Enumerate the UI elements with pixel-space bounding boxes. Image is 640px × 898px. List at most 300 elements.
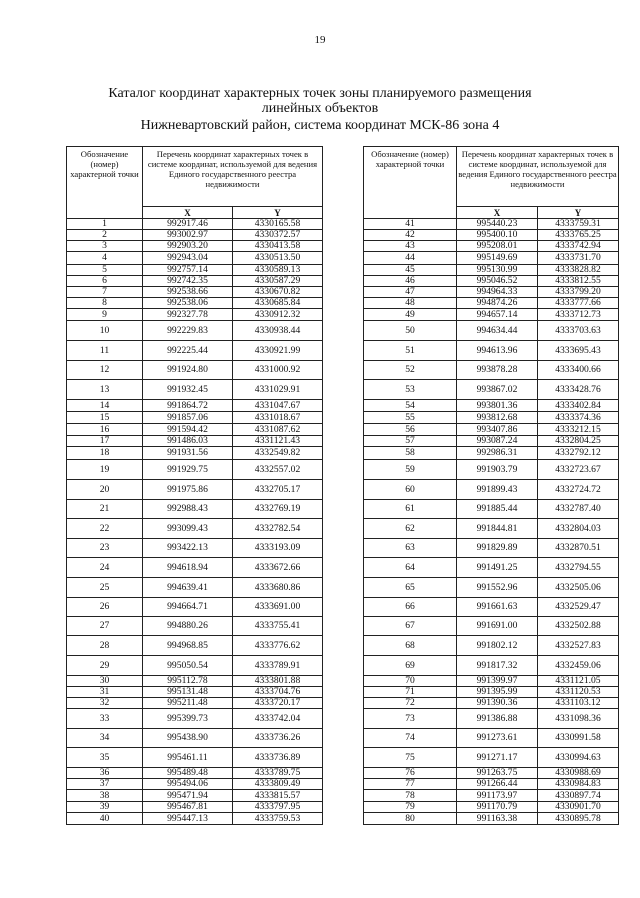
y-coordinate-cell: 4333801.88	[233, 676, 323, 687]
point-number-cell: 46	[364, 276, 457, 287]
x-coordinate-cell: 992538.66	[143, 287, 233, 298]
point-number-cell: 78	[364, 790, 457, 802]
table-row	[67, 813, 323, 825]
table-row	[67, 636, 323, 656]
x-coordinate-cell: 993867.02	[457, 380, 538, 400]
table-row	[364, 656, 619, 676]
table-row	[67, 558, 323, 578]
y-coordinate-cell: 4330413.58	[233, 241, 323, 252]
x-coordinate-cell: 993801.36	[457, 400, 538, 412]
y-coordinate-cell: 4331121.43	[233, 436, 323, 447]
y-coordinate-cell: 4332705.17	[233, 480, 323, 500]
x-coordinate-cell: 994613.96	[457, 341, 538, 361]
y-coordinate-cell: 4333672.66	[233, 558, 323, 578]
y-coordinate-cell: 4332804.25	[538, 436, 619, 447]
y-coordinate-cell: 4333742.94	[538, 241, 619, 252]
table-row	[364, 361, 619, 380]
point-number-cell: 44	[364, 252, 457, 265]
table-row	[67, 709, 323, 729]
y-coordinate-cell: 4332527.83	[538, 636, 619, 656]
table-row	[364, 768, 619, 779]
point-number-cell: 16	[67, 424, 143, 436]
x-coordinate-cell: 992988.43	[143, 500, 233, 519]
x-coordinate-cell: 993407.86	[457, 424, 538, 436]
x-coordinate-cell: 995467.81	[143, 802, 233, 813]
x-coordinate-cell: 994664.71	[143, 598, 233, 617]
y-coordinate-cell: 4330513.50	[233, 252, 323, 265]
x-coordinate-cell: 993002.97	[143, 230, 233, 241]
x-coordinate-cell: 991386.88	[457, 709, 538, 729]
point-number-cell: 77	[364, 779, 457, 790]
point-number-cell: 55	[364, 412, 457, 424]
x-coordinate-cell: 991399.97	[457, 676, 538, 687]
point-number-cell: 9	[67, 309, 143, 321]
y-coordinate-cell: 4331087.62	[233, 424, 323, 436]
table-row	[67, 436, 323, 447]
x-coordinate-cell: 992903.20	[143, 241, 233, 252]
y-coordinate-cell: 4331000.92	[233, 361, 323, 380]
x-coordinate-cell: 991395.99	[457, 687, 538, 698]
x-coordinate-cell: 992943.04	[143, 252, 233, 265]
y-coordinate-cell: 4330897.74	[538, 790, 619, 802]
y-coordinate-cell: 4332804.03	[538, 519, 619, 539]
point-number-cell: 19	[67, 460, 143, 480]
point-number-cell: 57	[364, 436, 457, 447]
table-row	[364, 539, 619, 558]
table-row	[67, 539, 323, 558]
point-number-cell: 20	[67, 480, 143, 500]
point-number-cell: 13	[67, 380, 143, 400]
y-coordinate-cell: 4332502.88	[538, 617, 619, 636]
x-column-header: X	[143, 207, 233, 219]
table-row	[364, 480, 619, 500]
y-coordinate-cell: 4330938.44	[233, 321, 323, 341]
catalog-title-line1: Каталог координат характерных точек зоны планируемого размещения	[108, 86, 532, 101]
x-coordinate-cell: 991899.43	[457, 480, 538, 500]
y-coordinate-cell: 4332549.82	[233, 447, 323, 460]
point-number-cell: 65	[364, 578, 457, 598]
catalog-title-line2: линейных объектов	[261, 101, 379, 116]
point-number-cell: 3	[67, 241, 143, 252]
point-number-cell: 80	[364, 813, 457, 825]
x-coordinate-cell: 991864.72	[143, 400, 233, 412]
table-row	[67, 768, 323, 779]
point-number-cell: 48	[364, 298, 457, 309]
y-coordinate-cell: 4330991.58	[538, 729, 619, 748]
x-coordinate-cell: 991273.61	[457, 729, 538, 748]
y-coordinate-cell: 4333797.95	[233, 802, 323, 813]
y-coordinate-cell: 4333759.53	[233, 813, 323, 825]
y-coordinate-cell: 4333776.62	[233, 636, 323, 656]
y-coordinate-cell: 4333809.49	[233, 779, 323, 790]
table-row	[364, 287, 619, 298]
x-coordinate-cell: 994968.85	[143, 636, 233, 656]
point-number-cell: 11	[67, 341, 143, 361]
table-row	[364, 813, 619, 825]
y-coordinate-cell: 4332724.72	[538, 480, 619, 500]
table-row	[364, 219, 619, 230]
table-row	[364, 424, 619, 436]
point-number-cell: 17	[67, 436, 143, 447]
table-row	[67, 252, 323, 265]
table-row	[67, 241, 323, 252]
x-coordinate-cell: 991173.97	[457, 790, 538, 802]
x-coordinate-cell: 991802.12	[457, 636, 538, 656]
x-coordinate-cell: 991931.56	[143, 447, 233, 460]
table-row	[364, 790, 619, 802]
point-number-cell: 34	[67, 729, 143, 748]
point-number-cell: 58	[364, 447, 457, 460]
y-coordinate-cell: 4330988.69	[538, 768, 619, 779]
table-row	[364, 412, 619, 424]
point-number-cell: 74	[364, 729, 457, 748]
x-coordinate-cell: 994634.44	[457, 321, 538, 341]
table-row	[67, 287, 323, 298]
table-row	[364, 709, 619, 729]
x-coordinate-cell: 993878.28	[457, 361, 538, 380]
y-coordinate-cell: 4331098.36	[538, 709, 619, 729]
y-coordinate-cell: 4333812.55	[538, 276, 619, 287]
x-coordinate-cell: 992229.83	[143, 321, 233, 341]
x-coordinate-cell: 991691.00	[457, 617, 538, 636]
table-row	[364, 748, 619, 768]
table-row	[364, 698, 619, 709]
point-number-cell: 35	[67, 748, 143, 768]
y-coordinate-cell: 4333428.76	[538, 380, 619, 400]
table-row	[364, 729, 619, 748]
point-number-cell: 5	[67, 265, 143, 276]
point-number-cell: 27	[67, 617, 143, 636]
table-row	[364, 241, 619, 252]
table-row	[67, 361, 323, 380]
y-coordinate-cell: 4332505.06	[538, 578, 619, 598]
x-coordinate-cell: 995046.52	[457, 276, 538, 287]
x-coordinate-cell: 991486.03	[143, 436, 233, 447]
point-number-cell: 72	[364, 698, 457, 709]
x-coordinate-cell: 993087.24	[457, 436, 538, 447]
table-row	[364, 598, 619, 617]
y-coordinate-cell: 4331120.53	[538, 687, 619, 698]
point-number-cell: 4	[67, 252, 143, 265]
point-number-cell: 1	[67, 219, 143, 230]
table-row	[364, 558, 619, 578]
x-coordinate-cell: 992327.78	[143, 309, 233, 321]
point-number-cell: 24	[67, 558, 143, 578]
table-row	[67, 802, 323, 813]
y-coordinate-cell: 4332723.67	[538, 460, 619, 480]
coordinates-table-left	[66, 146, 323, 825]
table-row	[67, 519, 323, 539]
x-coordinate-cell: 995447.13	[143, 813, 233, 825]
table-row	[67, 480, 323, 500]
y-coordinate-cell: 4333193.09	[233, 539, 323, 558]
y-coordinate-cell: 4330670.82	[233, 287, 323, 298]
point-number-cell: 60	[364, 480, 457, 500]
x-coordinate-cell: 991594.42	[143, 424, 233, 436]
x-coordinate-cell: 995440.23	[457, 219, 538, 230]
x-coordinate-cell: 991857.06	[143, 412, 233, 424]
table-row	[67, 380, 323, 400]
point-number-cell: 75	[364, 748, 457, 768]
point-number-cell: 53	[364, 380, 457, 400]
y-coordinate-cell: 4333731.70	[538, 252, 619, 265]
x-coordinate-cell: 995438.90	[143, 729, 233, 748]
x-coordinate-cell: 995130.99	[457, 265, 538, 276]
table-row	[67, 460, 323, 480]
coordinates-list-header: Перечень координат характерных точек в системе координат, используемой для ведения Единого государственного реестра недвижимости	[143, 147, 323, 207]
point-number-cell: 68	[364, 636, 457, 656]
point-number-cell: 51	[364, 341, 457, 361]
table-row	[67, 687, 323, 698]
y-coordinate-cell: 4332529.47	[538, 598, 619, 617]
y-coordinate-cell: 4333402.84	[538, 400, 619, 412]
x-coordinate-cell: 991924.80	[143, 361, 233, 380]
table-row	[364, 687, 619, 698]
x-coordinate-cell: 995494.06	[143, 779, 233, 790]
table-row	[67, 578, 323, 598]
point-number-cell: 25	[67, 578, 143, 598]
y-coordinate-cell: 4330589.13	[233, 265, 323, 276]
table-row	[67, 598, 323, 617]
table-row	[67, 321, 323, 341]
x-coordinate-cell: 991170.79	[457, 802, 538, 813]
x-coordinate-cell: 995400.10	[457, 230, 538, 241]
point-number-cell: 45	[364, 265, 457, 276]
x-coordinate-cell: 994874.26	[457, 298, 538, 309]
table-row	[364, 676, 619, 687]
point-number-cell: 23	[67, 539, 143, 558]
table-row	[67, 230, 323, 241]
point-number-cell: 30	[67, 676, 143, 687]
y-coordinate-cell: 4330994.63	[538, 748, 619, 768]
x-coordinate-cell: 991390.36	[457, 698, 538, 709]
table-row	[67, 424, 323, 436]
point-number-cell: 40	[67, 813, 143, 825]
y-coordinate-cell: 4331121.05	[538, 676, 619, 687]
point-number-cell: 36	[67, 768, 143, 779]
point-number-cell: 56	[364, 424, 457, 436]
table-row	[67, 500, 323, 519]
table-row	[67, 400, 323, 412]
y-coordinate-cell: 4333704.76	[233, 687, 323, 698]
x-coordinate-cell: 995399.73	[143, 709, 233, 729]
y-coordinate-cell: 4333400.66	[538, 361, 619, 380]
x-coordinate-cell: 991903.79	[457, 460, 538, 480]
table-row	[67, 676, 323, 687]
point-number-cell: 67	[364, 617, 457, 636]
point-number-cell: 69	[364, 656, 457, 676]
x-coordinate-cell: 991552.96	[457, 578, 538, 598]
table-row	[67, 412, 323, 424]
table-row	[364, 265, 619, 276]
table-row	[364, 298, 619, 309]
table-row	[364, 321, 619, 341]
table-row	[67, 265, 323, 276]
x-coordinate-cell: 994964.33	[457, 287, 538, 298]
x-coordinate-cell: 993422.13	[143, 539, 233, 558]
point-number-cell: 26	[67, 598, 143, 617]
x-coordinate-cell: 991266.44	[457, 779, 538, 790]
table-row	[364, 500, 619, 519]
point-number-cell: 18	[67, 447, 143, 460]
y-coordinate-cell: 4333789.75	[233, 768, 323, 779]
point-number-cell: 6	[67, 276, 143, 287]
x-coordinate-cell: 991829.89	[457, 539, 538, 558]
x-column-header: X	[457, 207, 538, 219]
y-coordinate-cell: 4330587.29	[233, 276, 323, 287]
point-number-cell: 33	[67, 709, 143, 729]
y-coordinate-cell: 4333789.91	[233, 656, 323, 676]
point-number-cell: 12	[67, 361, 143, 380]
point-number-cell: 2	[67, 230, 143, 241]
y-coordinate-cell: 4330895.78	[538, 813, 619, 825]
table-row	[67, 748, 323, 768]
y-column-header: Y	[538, 207, 619, 219]
point-number-header: Обозначение (номер) характерной точки	[364, 147, 457, 219]
x-coordinate-cell: 995149.69	[457, 252, 538, 265]
x-coordinate-cell: 994880.26	[143, 617, 233, 636]
point-number-cell: 8	[67, 298, 143, 309]
x-coordinate-cell: 991271.17	[457, 748, 538, 768]
y-coordinate-cell: 4333680.86	[233, 578, 323, 598]
x-coordinate-cell: 994657.14	[457, 309, 538, 321]
y-coordinate-cell: 4332787.40	[538, 500, 619, 519]
x-coordinate-cell: 993099.43	[143, 519, 233, 539]
table-row	[67, 779, 323, 790]
y-coordinate-cell: 4333736.26	[233, 729, 323, 748]
coordinates-list-header: Перечень координат характерных точек в системе координат, используемой для ведения Единого государственного реестра недвижимости	[457, 147, 619, 207]
point-number-cell: 50	[364, 321, 457, 341]
point-number-cell: 29	[67, 656, 143, 676]
y-coordinate-cell: 4330921.99	[233, 341, 323, 361]
table-row	[364, 578, 619, 598]
point-number-cell: 14	[67, 400, 143, 412]
point-number-cell: 47	[364, 287, 457, 298]
x-coordinate-cell: 995471.94	[143, 790, 233, 802]
point-number-cell: 32	[67, 698, 143, 709]
x-coordinate-cell: 992538.06	[143, 298, 233, 309]
y-coordinate-cell: 4330685.84	[233, 298, 323, 309]
y-coordinate-cell: 4333695.43	[538, 341, 619, 361]
table-row	[364, 447, 619, 460]
y-coordinate-cell: 4333212.15	[538, 424, 619, 436]
point-number-cell: 15	[67, 412, 143, 424]
point-number-cell: 49	[364, 309, 457, 321]
table-row	[67, 447, 323, 460]
point-number-cell: 61	[364, 500, 457, 519]
point-number-cell: 10	[67, 321, 143, 341]
table-row	[364, 519, 619, 539]
y-coordinate-cell: 4330912.32	[233, 309, 323, 321]
y-coordinate-cell: 4333736.89	[233, 748, 323, 768]
point-number-cell: 21	[67, 500, 143, 519]
y-column-header: Y	[233, 207, 323, 219]
x-coordinate-cell: 991163.38	[457, 813, 538, 825]
point-number-cell: 54	[364, 400, 457, 412]
x-coordinate-cell: 994639.41	[143, 578, 233, 598]
x-coordinate-cell: 995208.01	[457, 241, 538, 252]
y-coordinate-cell: 4332557.02	[233, 460, 323, 480]
x-coordinate-cell: 995461.11	[143, 748, 233, 768]
table-row	[67, 341, 323, 361]
table-row	[364, 460, 619, 480]
x-coordinate-cell: 993812.68	[457, 412, 538, 424]
table-row	[67, 219, 323, 230]
coordinates-table-right	[363, 146, 619, 825]
y-coordinate-cell: 4333828.82	[538, 265, 619, 276]
point-number-cell: 70	[364, 676, 457, 687]
point-number-cell: 62	[364, 519, 457, 539]
x-coordinate-cell: 991929.75	[143, 460, 233, 480]
table-row	[364, 617, 619, 636]
table-row	[364, 252, 619, 265]
y-coordinate-cell: 4330901.70	[538, 802, 619, 813]
y-coordinate-cell: 4331018.67	[233, 412, 323, 424]
y-coordinate-cell: 4333742.04	[233, 709, 323, 729]
table-row	[67, 698, 323, 709]
point-number-cell: 38	[67, 790, 143, 802]
table-row	[364, 436, 619, 447]
y-coordinate-cell: 4332794.55	[538, 558, 619, 578]
x-coordinate-cell: 991885.44	[457, 500, 538, 519]
y-coordinate-cell: 4330984.83	[538, 779, 619, 790]
x-coordinate-cell: 992917.46	[143, 219, 233, 230]
point-number-cell: 76	[364, 768, 457, 779]
x-coordinate-cell: 991817.32	[457, 656, 538, 676]
point-number-cell: 71	[364, 687, 457, 698]
point-number-cell: 37	[67, 779, 143, 790]
y-coordinate-cell: 4333799.20	[538, 287, 619, 298]
x-coordinate-cell: 992742.35	[143, 276, 233, 287]
y-coordinate-cell: 4332782.54	[233, 519, 323, 539]
y-coordinate-cell: 4333755.41	[233, 617, 323, 636]
y-coordinate-cell: 4332769.19	[233, 500, 323, 519]
y-coordinate-cell: 4333815.57	[233, 790, 323, 802]
point-number-cell: 52	[364, 361, 457, 380]
x-coordinate-cell: 991491.25	[457, 558, 538, 578]
point-number-cell: 42	[364, 230, 457, 241]
y-coordinate-cell: 4330372.57	[233, 230, 323, 241]
point-number-cell: 41	[364, 219, 457, 230]
point-number-cell: 39	[67, 802, 143, 813]
x-coordinate-cell: 991975.86	[143, 480, 233, 500]
y-coordinate-cell: 4331103.12	[538, 698, 619, 709]
table-row	[67, 617, 323, 636]
x-coordinate-cell: 995112.78	[143, 676, 233, 687]
table-row	[67, 790, 323, 802]
point-number-cell: 22	[67, 519, 143, 539]
catalog-subtitle: Нижневартовский район, система координат МСК-86 зона 4	[140, 118, 500, 133]
y-coordinate-cell: 4330165.58	[233, 219, 323, 230]
table-row	[364, 309, 619, 321]
point-number-cell: 73	[364, 709, 457, 729]
x-coordinate-cell: 995131.48	[143, 687, 233, 698]
point-number-cell: 28	[67, 636, 143, 656]
y-coordinate-cell: 4333712.73	[538, 309, 619, 321]
point-number-cell: 59	[364, 460, 457, 480]
x-coordinate-cell: 995211.48	[143, 698, 233, 709]
y-coordinate-cell: 4333765.25	[538, 230, 619, 241]
x-coordinate-cell: 991661.63	[457, 598, 538, 617]
table-row	[364, 380, 619, 400]
y-coordinate-cell: 4332870.51	[538, 539, 619, 558]
table-row	[364, 276, 619, 287]
point-number-cell: 7	[67, 287, 143, 298]
table-row	[364, 341, 619, 361]
point-number-header: Обозначение (номер) характерной точки	[67, 147, 143, 219]
table-row	[67, 656, 323, 676]
y-coordinate-cell: 4333777.66	[538, 298, 619, 309]
